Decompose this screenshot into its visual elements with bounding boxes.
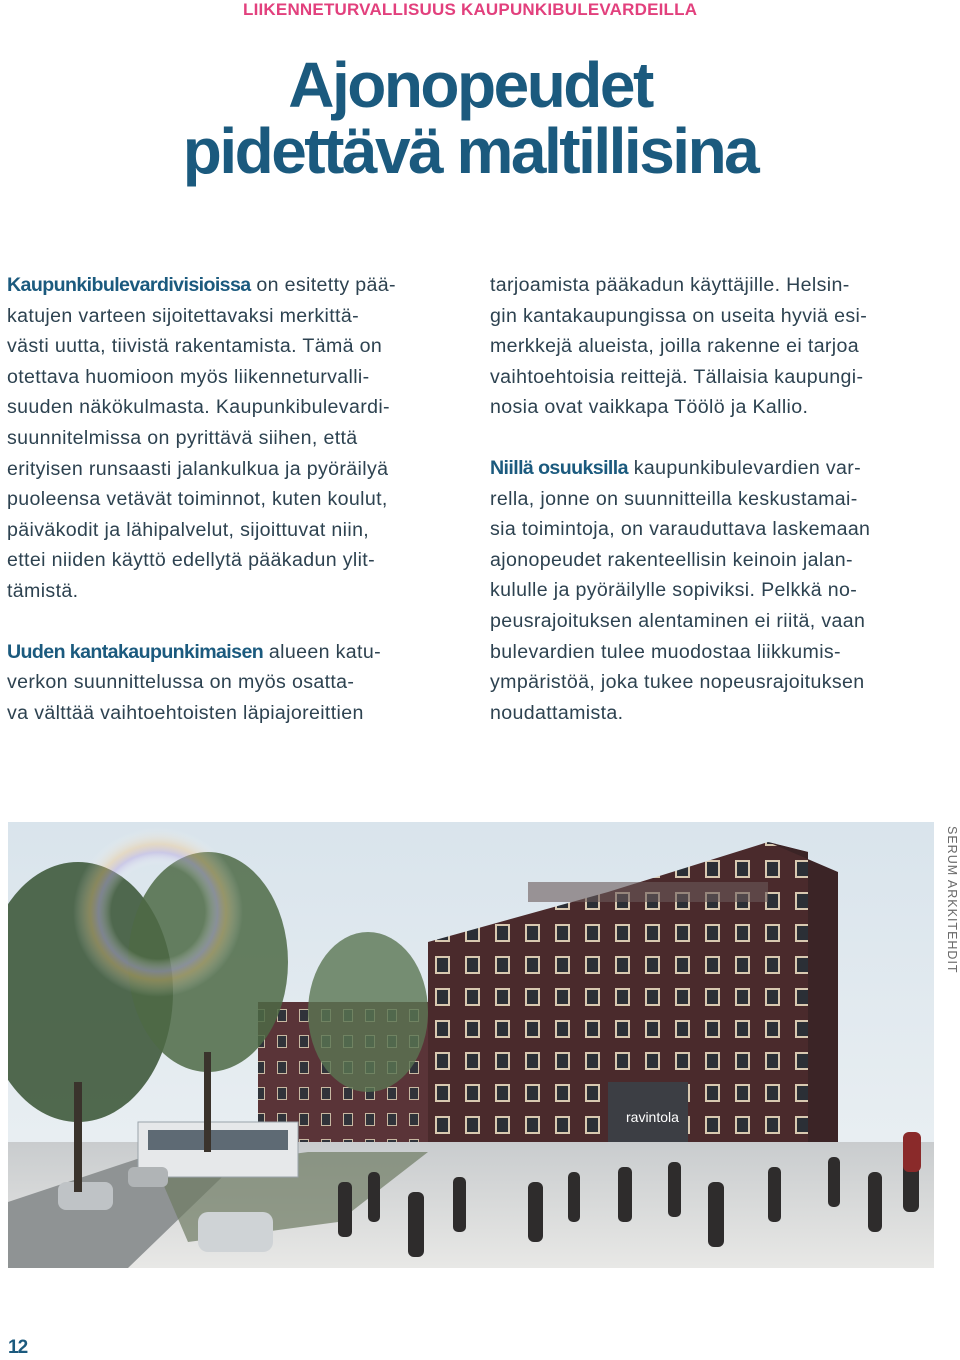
pedestrian-red-coat <box>903 1132 921 1172</box>
paragraph-line: bulevardien tulee muodostaa liikkumis- <box>490 640 841 663</box>
paragraph-line: erityisen runsaasti jalankulkua ja pyöräilyä <box>7 457 389 480</box>
paragraph-line: gin kantakaupungissa on useita hyviä esi- <box>490 304 868 327</box>
tram-windows <box>148 1130 288 1150</box>
tree-trunk <box>204 1052 211 1152</box>
paragraph-line: vaihtoehtoisia reittejä. Tällaisia kaupungi- <box>490 365 864 388</box>
paragraph-line: tarjoamista pääkadun käyttäjille. Helsin- <box>490 274 850 296</box>
page-number: 12 <box>8 1337 28 1358</box>
paragraph-lead: Kaupunkibulevardivisioissa <box>7 274 251 296</box>
paragraph-line: tämistä. <box>7 579 79 602</box>
paragraph-line: peusrajoituksen alentaminen ei riitä, vaan <box>490 609 866 632</box>
rooftop <box>528 882 768 902</box>
paragraph-line: ympäristöä, joka tukee nopeusrajoituksen <box>490 671 865 694</box>
tree <box>308 932 428 1092</box>
paragraph-4 <box>490 453 940 728</box>
paragraph-line: suuden näkökulmasta. Kaupunkibulevardi- <box>7 396 390 419</box>
paragraph-lead: Uuden kantakaupunkimaisen <box>7 640 264 663</box>
paragraph-3 <box>490 270 940 423</box>
paragraph-line: va välttää vaihtoehtoisten läpiajoreittien <box>7 701 364 724</box>
photo-credit: SERUM ARKKITEHDIT <box>945 826 959 974</box>
paragraph-line: suunnitelmissa on pyrittävä siihen, että <box>7 426 358 449</box>
tree-trunk <box>74 1082 82 1192</box>
paragraph-line: kululle ja pyöräilylle sopiviksi. Pelkkä no- <box>490 579 858 602</box>
boulevard-illustration <box>8 822 934 1268</box>
paragraph-line: ajonopeudet rakenteellisin keinoin jalan- <box>490 548 853 571</box>
title-line-2: pidettävä maltillisina <box>182 115 758 187</box>
paragraph-line: otettava huomioon myös liikenneturvalli- <box>7 365 370 388</box>
paragraph-line: katujen varteen sijoitettavaksi merkittä- <box>7 304 359 327</box>
paragraph-line: rella, jonne on suunnitteilla keskustamai- <box>490 487 858 510</box>
paragraph-2 <box>7 637 457 729</box>
paragraph-line: puoleensa vetävät toiminnot, kuten koulut, <box>7 488 388 511</box>
text-column-right <box>490 270 940 758</box>
paragraph-line: västi uutta, tiivistä rakentamista. Tämä on <box>7 335 383 358</box>
section-kicker: LIIKENNETURVALLISUUS KAUPUNKIBULEVARDEILLA <box>243 0 698 19</box>
paragraph-line: Uuden kantakaupunkimaisen alueen katu- <box>7 640 381 663</box>
lens-flare <box>73 827 243 997</box>
paragraph-line: Niillä osuuksilla kaupunkibulevardien var- <box>490 456 862 479</box>
restaurant-sign: ravintola <box>626 1109 679 1125</box>
paragraph-line: Kaupunkibulevardivisioissa on esitetty pää- <box>7 274 396 296</box>
paragraph-lead: Niillä osuuksilla <box>490 456 628 479</box>
title-line-1: Ajonopeudet <box>288 49 652 121</box>
car <box>128 1167 168 1187</box>
car <box>198 1212 273 1252</box>
car <box>58 1182 113 1210</box>
paragraph-line: päiväkodit ja lähipalvelut, sijoittuvat niin, <box>7 518 370 541</box>
page-title <box>150 49 790 187</box>
text-column-left <box>7 270 457 758</box>
paragraph-line: sia toimintoja, on varauduttava laskemaan <box>490 518 871 541</box>
paragraph-line: noudattamista. <box>490 701 624 724</box>
paragraph-line: ettei niiden käyttö edellytä pääkadun ylit- <box>7 549 375 572</box>
paragraph-line: merkkejä alueista, joilla rakenne ei tarjoa <box>490 335 860 358</box>
paragraph-line: verkon suunnittelussa on myös osatta- <box>7 671 355 694</box>
paragraph-line: nosia ovat vaikkapa Töölö ja Kallio. <box>490 396 809 419</box>
paragraph-1 <box>7 270 457 607</box>
